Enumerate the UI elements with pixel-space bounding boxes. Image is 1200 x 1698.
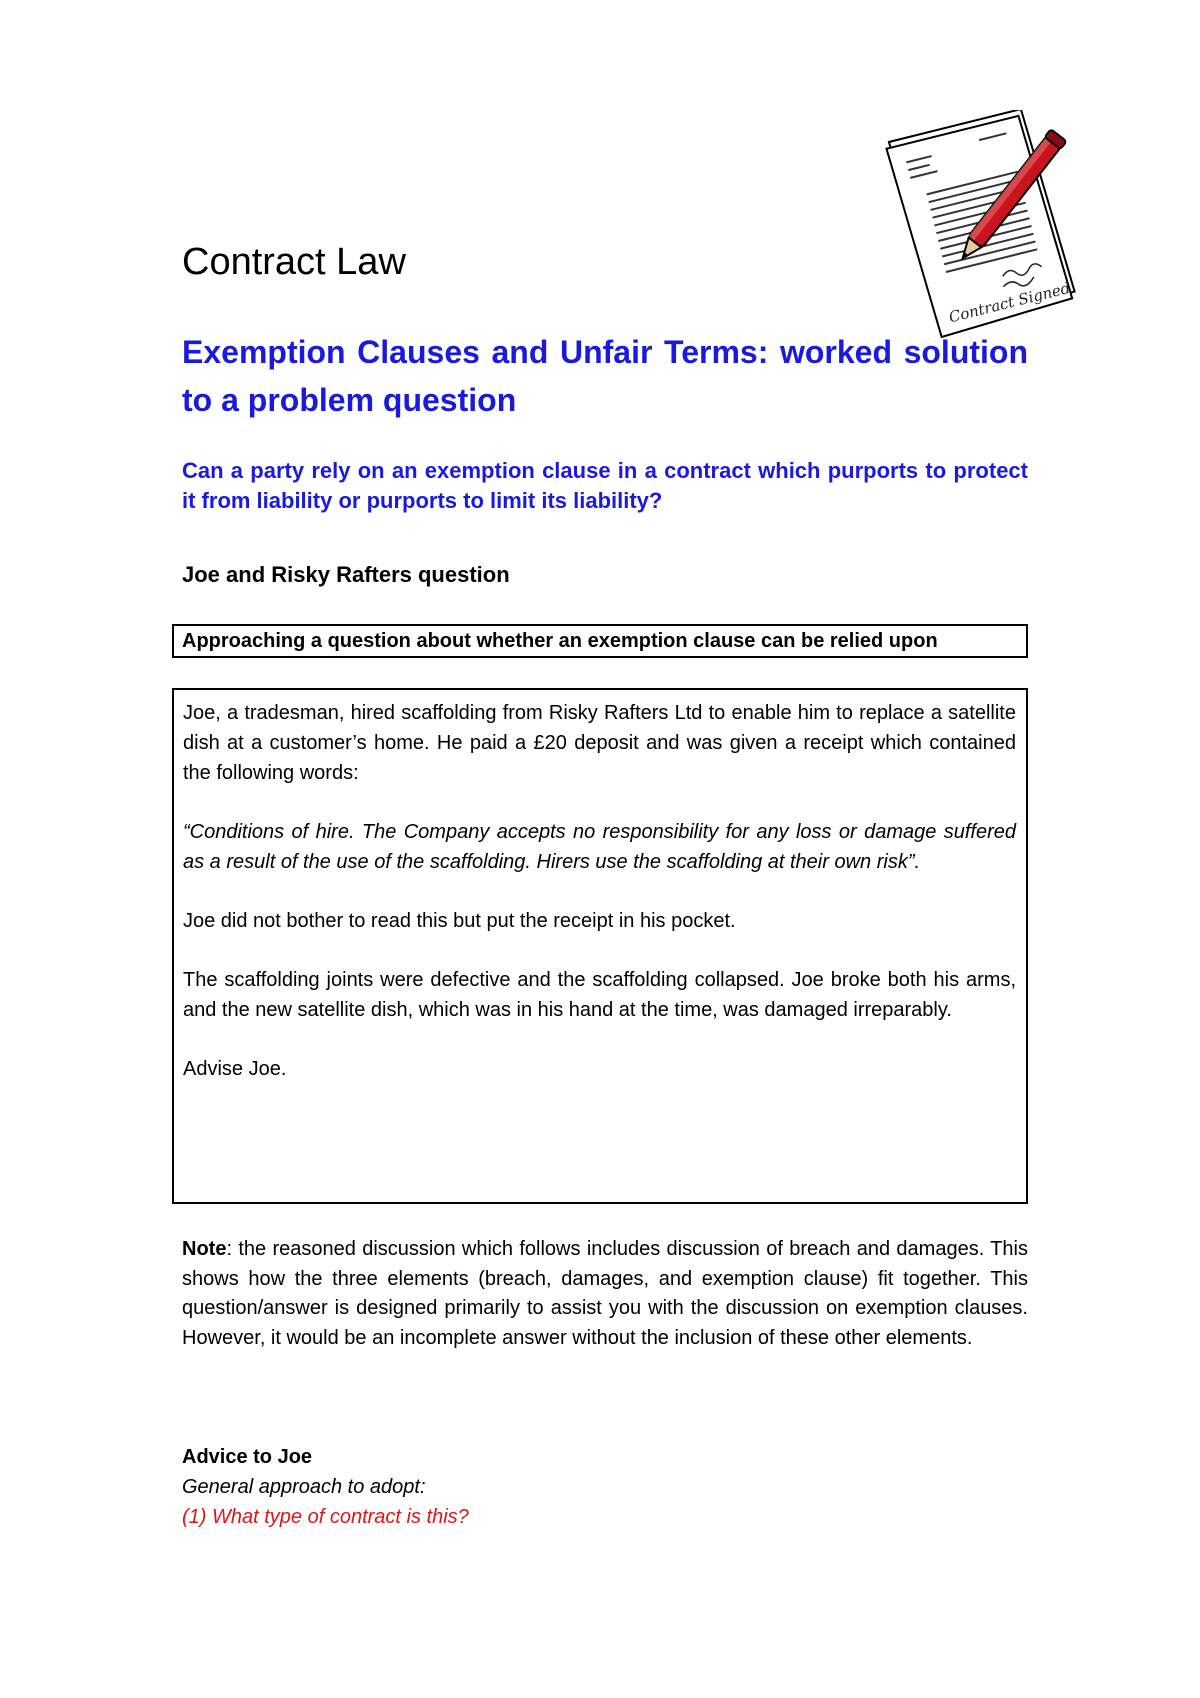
signed-contract-with-pen-icon: [880, 110, 1130, 340]
note-paragraph: [182, 1235, 1028, 1353]
scenario-instruction: Advise Joe.: [183, 1058, 287, 1080]
receipt-quote: “Conditions of hire. The Company accepts no responsibility for any loss or damage suffered as a result of the use of the scaffolding. Hirers use the scaffolding at their own risk”.: [183, 821, 1016, 873]
scenario-box: [172, 688, 1028, 1204]
note-text: : the reasoned discussion which follows includes discussion of breach and damages. This shows how the three elements (breach, damages, and exemption clause) fit together. This question/answer is designed primarily to assist you with the discussion on exemption clauses. However, it would be an incomplete answer without the inclusion of these other elements.: [182, 1238, 1028, 1349]
contract-type-question: (1) What type of contract is this?: [182, 1506, 469, 1528]
document-title: Contract Law: [182, 241, 406, 283]
advice-heading: Advice to Joe: [182, 1446, 313, 1468]
key-question: Can a party rely on an exemption clause in a contract which purports to protect it from liability or purports to limit its liability?: [182, 458, 1028, 513]
signature-text: Contract Signed: [947, 278, 1073, 327]
note-label: Note: [182, 1238, 227, 1260]
general-approach-label: General approach to adopt:: [182, 1476, 426, 1498]
scenario-paragraph: The scaffolding joints were defective and the scaffolding collapsed. Joe broke both his arms, and the new satellite dish, which was in his hand at the time, was damaged irreparably.: [183, 969, 1016, 1021]
scenario-paragraph: Joe did not bother to read this but put the receipt in his pocket.: [183, 910, 736, 932]
approach-box: Approaching a question about whether an exemption clause can be relied upon: [172, 624, 1028, 658]
document-subtitle: Exemption Clauses and Unfair Terms: worked solution to a problem question: [182, 334, 1028, 418]
scenario-paragraph: Joe, a tradesman, hired scaffolding from Risky Rafters Ltd to enable him to replace a satellite dish at a customer’s home. He paid a £20 deposit and was given a receipt which contained the following words:: [183, 702, 1016, 784]
problem-title: Joe and Risky Rafters question: [182, 562, 510, 587]
